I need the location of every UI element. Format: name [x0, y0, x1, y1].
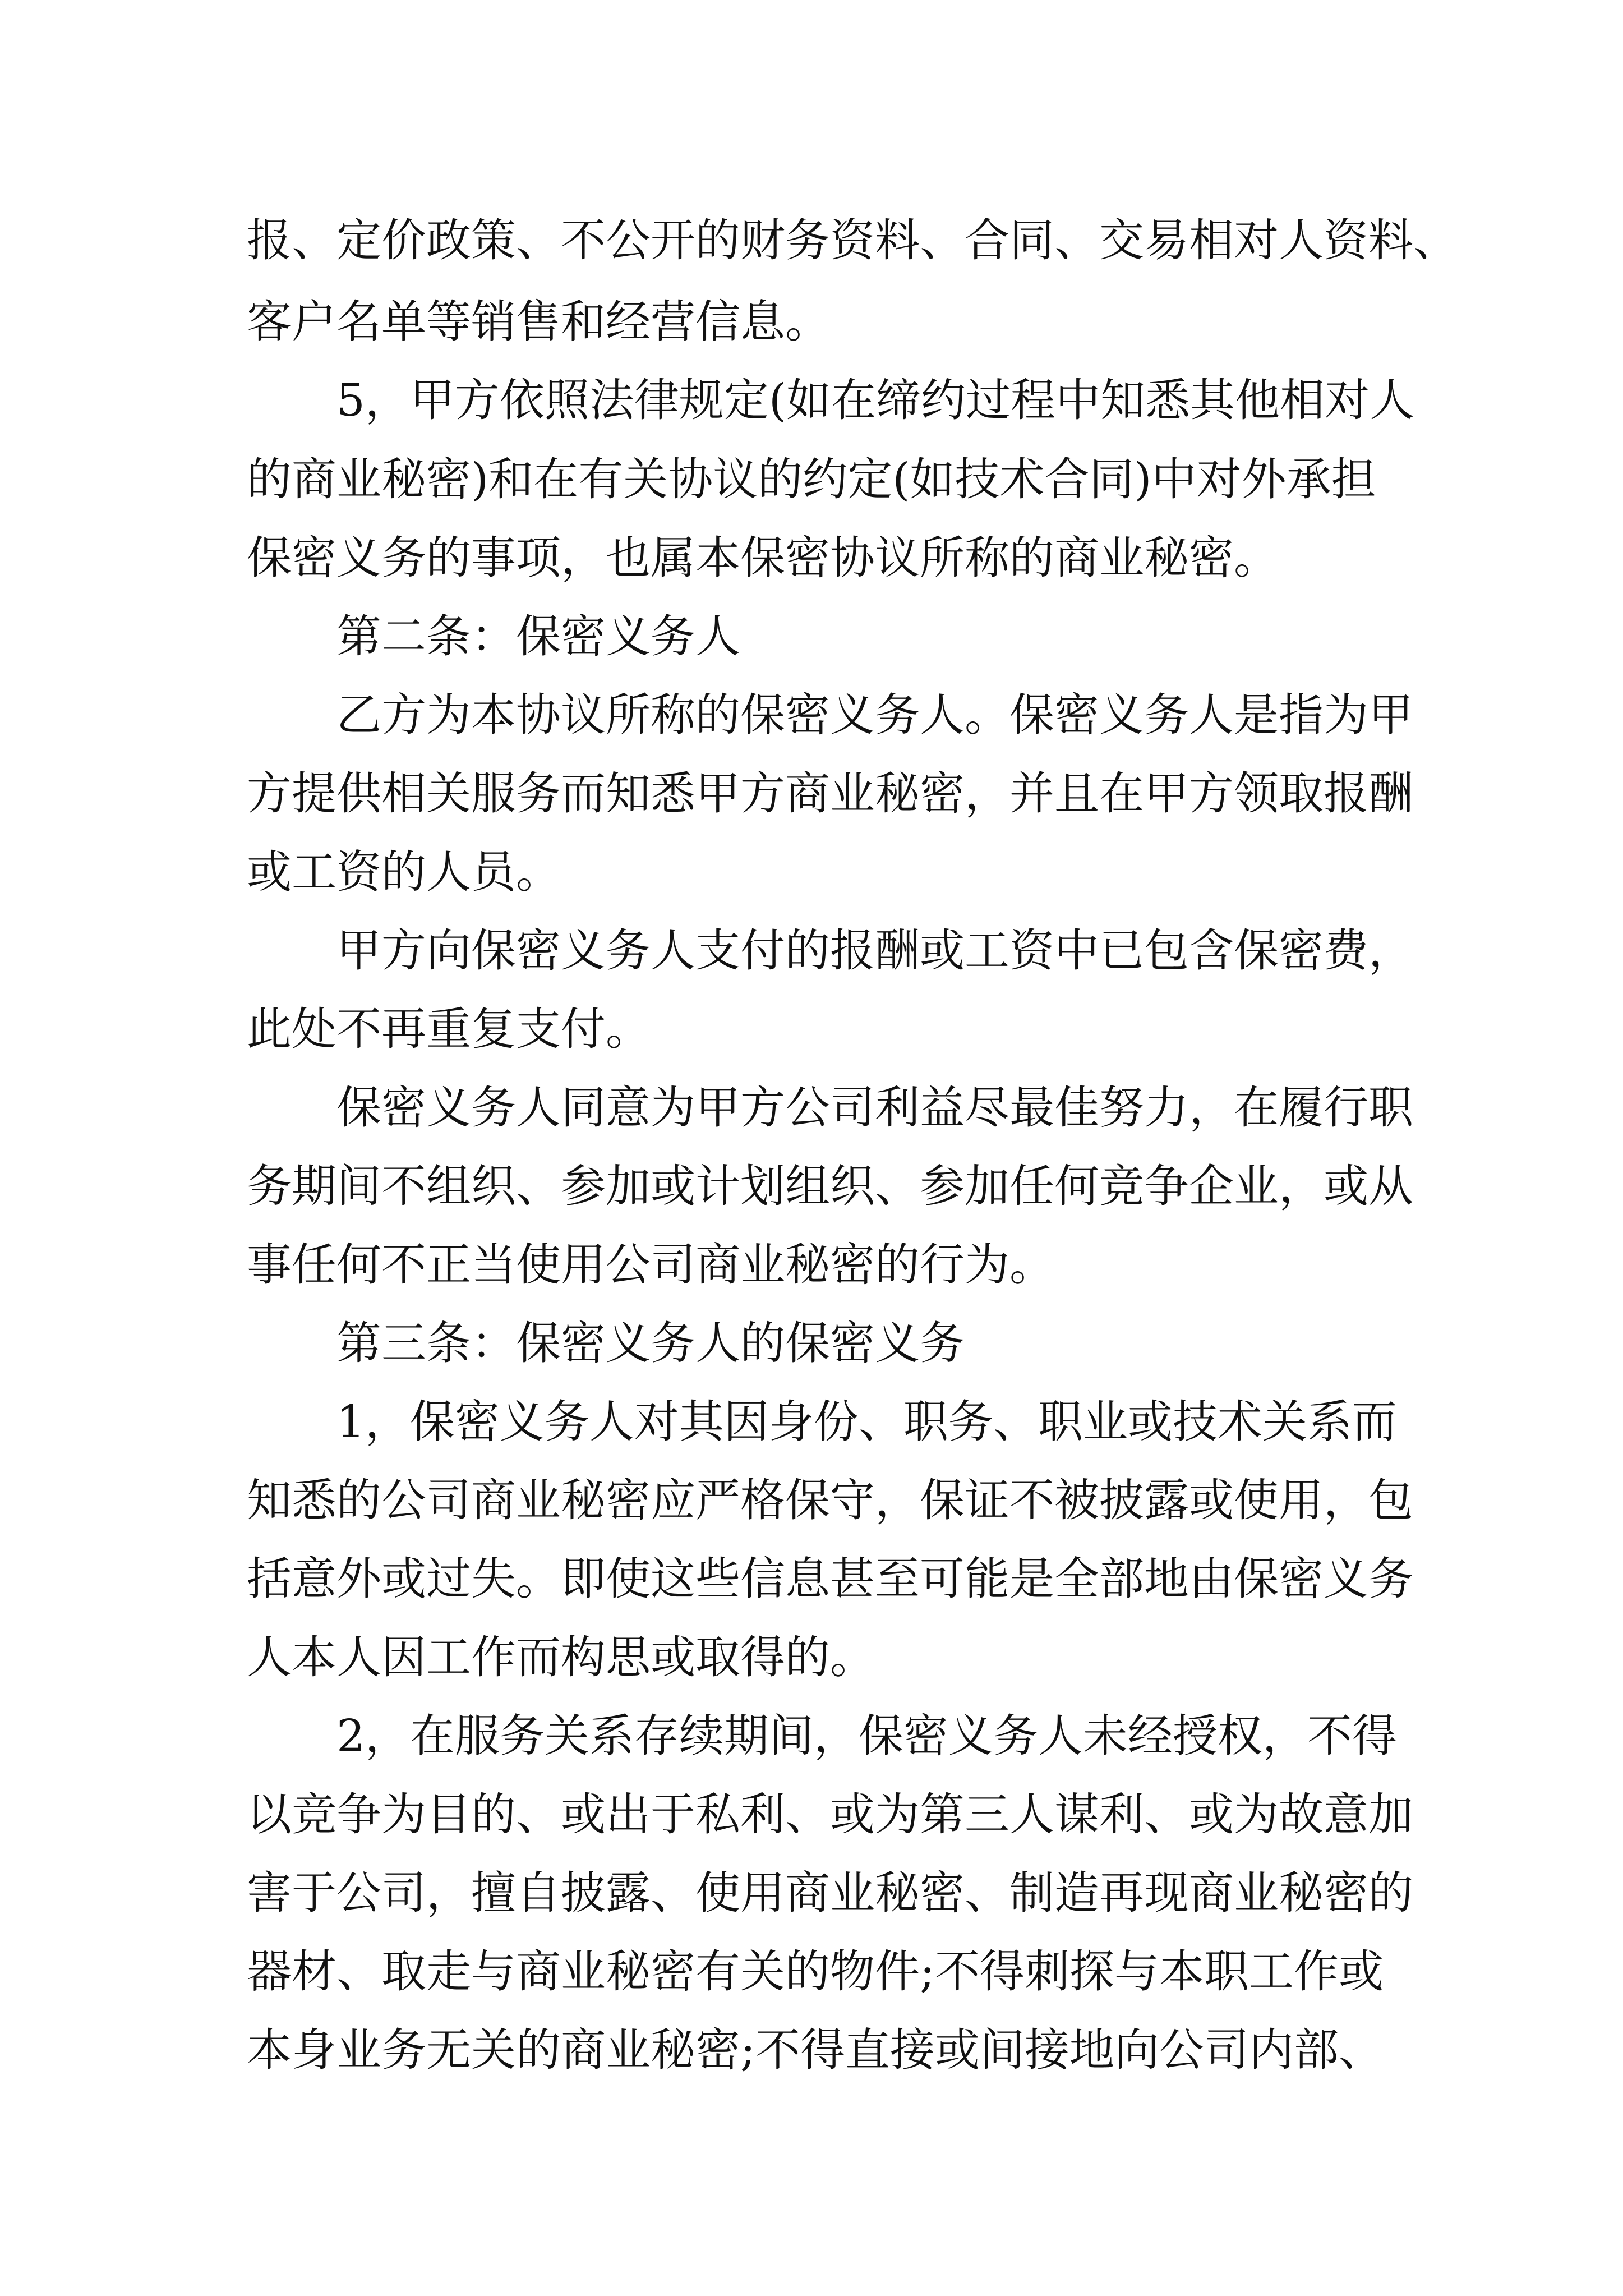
- section-heading: 第二条：保密义务人: [336, 610, 740, 662]
- text-line: 本身业务无关的商业秘密;不得直接或间接地向公司内部、: [247, 2024, 1384, 2076]
- text-line: 5，甲方依照法律规定(如在缔约过程中知悉其他相对人: [336, 374, 1415, 426]
- text-line: 此处不再重复支付。: [247, 1003, 651, 1055]
- text-line: 1，保密义务人对其因身份、职务、职业或技术关系而: [336, 1396, 1397, 1448]
- section-heading: 第三条：保密义务人的保密义务: [336, 1317, 965, 1369]
- text-line: 务期间不组织、参加或计划组织、参加任何竞争企业，或从: [247, 1160, 1413, 1212]
- text-line: 报、定价政策、不公开的财务资料、合同、交易相对人资料、: [247, 214, 1458, 266]
- text-line: 的商业秘密)和在有关协议的约定(如技术合同)中对外承担: [247, 453, 1376, 505]
- text-line: 括意外或过失。即使这些信息甚至可能是全部地由保密义务: [247, 1553, 1413, 1605]
- text-line: 事任何不正当使用公司商业秘密的行为。: [247, 1239, 1054, 1291]
- text-line: 乙方为本协议所称的保密义务人。保密义务人是指为甲: [336, 689, 1413, 741]
- text-line: 保密义务的事项，也属本保密协议所称的商业秘密。: [247, 532, 1279, 584]
- text-line: 保密义务人同意为甲方公司利益尽最佳努力，在履行职: [336, 1082, 1413, 1134]
- text-line: 以竞争为目的、或出于私利、或为第三人谋利、或为故意加: [247, 1788, 1413, 1841]
- text-line: 2，在服务关系存续期间，保密义务人未经授权，不得: [336, 1710, 1397, 1762]
- text-line: 甲方向保密义务人支付的报酬或工资中已包含保密费，: [336, 924, 1413, 977]
- text-line: 知悉的公司商业秘密应严格保守，保证不被披露或使用，包: [247, 1474, 1413, 1526]
- text-line: 方提供相关服务而知悉甲方商业秘密，并且在甲方领取报酬: [247, 767, 1413, 820]
- text-line: 人本人因工作而构思或取得的。: [247, 1631, 875, 1683]
- text-line: 客户名单等销售和经营信息。: [247, 296, 830, 348]
- text-line: 或工资的人员。: [247, 846, 561, 898]
- text-line: 器材、取走与商业秘密有关的物件;不得刺探与本职工作或: [247, 1945, 1384, 1998]
- text-line: 害于公司，擅自披露、使用商业秘密、制造再现商业秘密的: [247, 1867, 1413, 1919]
